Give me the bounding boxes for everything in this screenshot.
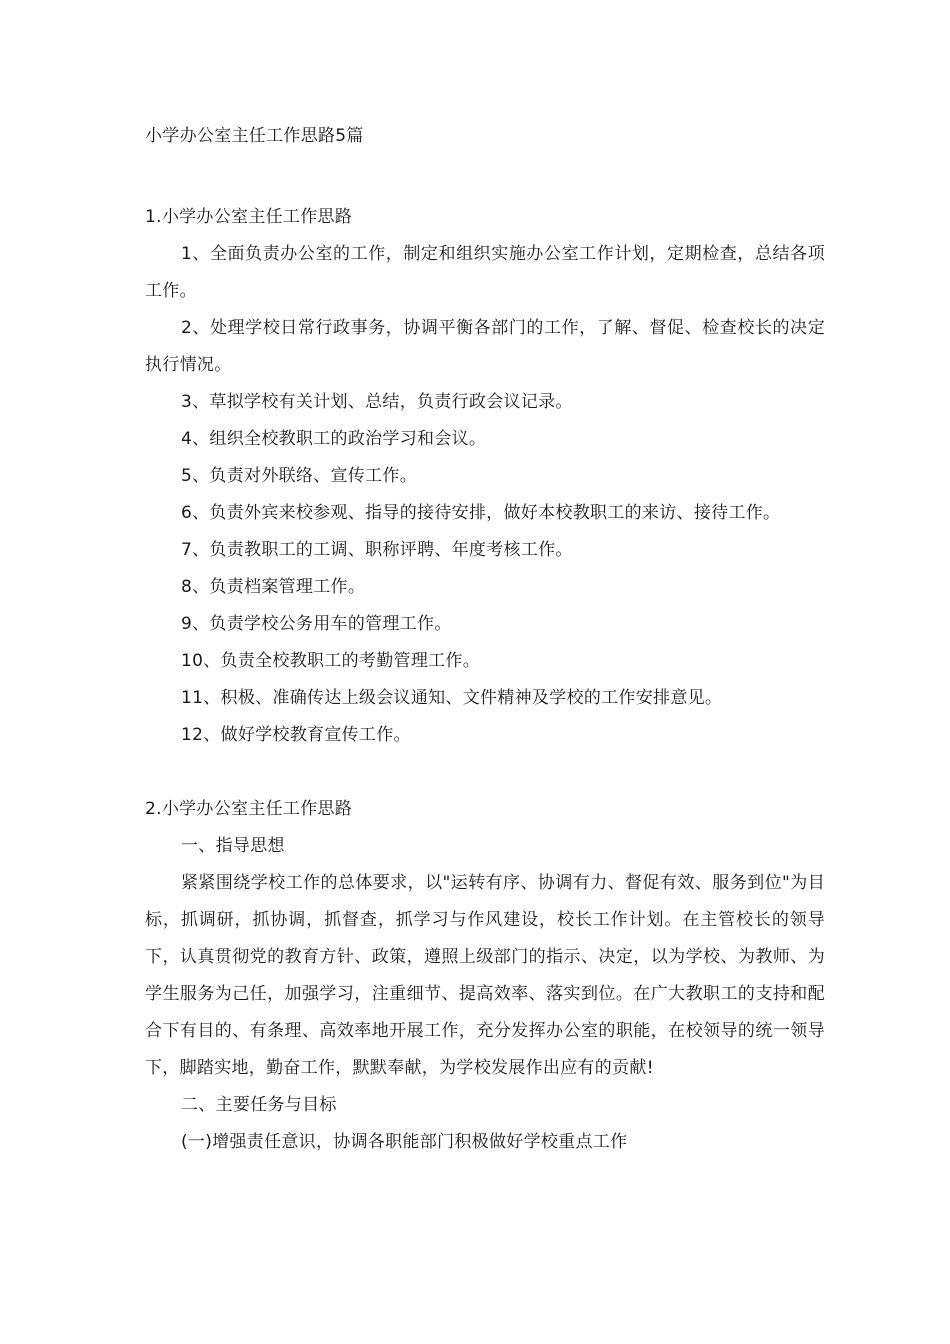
guiding-ideology-paragraph: 紧紧围绕学校工作的总体要求，以"运转有序、协调有力、督促有效、服务到位"为目标，抓调研，抓协调，抓督查，抓学习与作风建设，校长工作计划。在主管校长的领导下，认真贯彻党的教育方针、政策，遵照上级部门的指示、决定，以为学校、为教师、为学生服务为己任，加强学习，注重细节、提高效率、落实到位。在广大教职工的支持和配合下有目的、有条理、高效率地开展工作，充分发挥办公室的职能，在校领导的统一领导下，脚踏实地，勤奋工作，默默奉献，为学校发展作出应有的贡献! <box>145 873 825 1078</box>
subheading-main-tasks: 二、主要任务与目标 <box>181 1095 337 1115</box>
section-1-item: 2、处理学校日常行政事务，协调平衡各部门的工作，了解、督促、检查校长的决定执行情况。 <box>145 318 825 375</box>
section-1-item: 10、负责全校教职工的考勤管理工作。 <box>181 651 481 671</box>
section-1-item: 12、做好学校教育宣传工作。 <box>181 725 411 745</box>
document-body <box>145 118 825 1161</box>
section-1-item: 8、负责档案管理工作。 <box>181 577 366 597</box>
section-1-item: 5、负责对外联络、宣传工作。 <box>181 466 418 486</box>
section-1-heading: 1.小学办公室主任工作思路 <box>145 207 353 227</box>
section-1-item: 7、负责教职工的工调、职称评聘、年度考核工作。 <box>181 540 573 560</box>
section-1-item: 9、负责学校公务用车的管理工作。 <box>181 614 452 634</box>
document-title: 小学办公室主任工作思路5篇 <box>145 126 364 146</box>
section-spacer <box>145 754 825 791</box>
subheading-responsibility: (一)增强责任意识，协调各职能部门积极做好学校重点工作 <box>181 1132 628 1152</box>
section-1-item: 1、全面负责办公室的工作，制定和组织实施办公室工作计划，定期检查，总结各项工作。 <box>145 244 825 301</box>
subheading-guiding-ideology: 一、指导思想 <box>181 836 285 856</box>
section-2-heading: 2.小学办公室主任工作思路 <box>145 799 353 819</box>
section-1-item: 6、负责外宾来校参观、指导的接待安排，做好本校教职工的来访、接待工作。 <box>181 503 781 523</box>
section-1-item: 4、组织全校教职工的政治学习和会议。 <box>181 429 487 449</box>
section-1-item: 11、积极、准确传达上级会议通知、文件精神及学校的工作安排意见。 <box>181 688 723 708</box>
section-1-item: 3、草拟学校有关计划、总结，负责行政会议记录。 <box>181 392 573 412</box>
